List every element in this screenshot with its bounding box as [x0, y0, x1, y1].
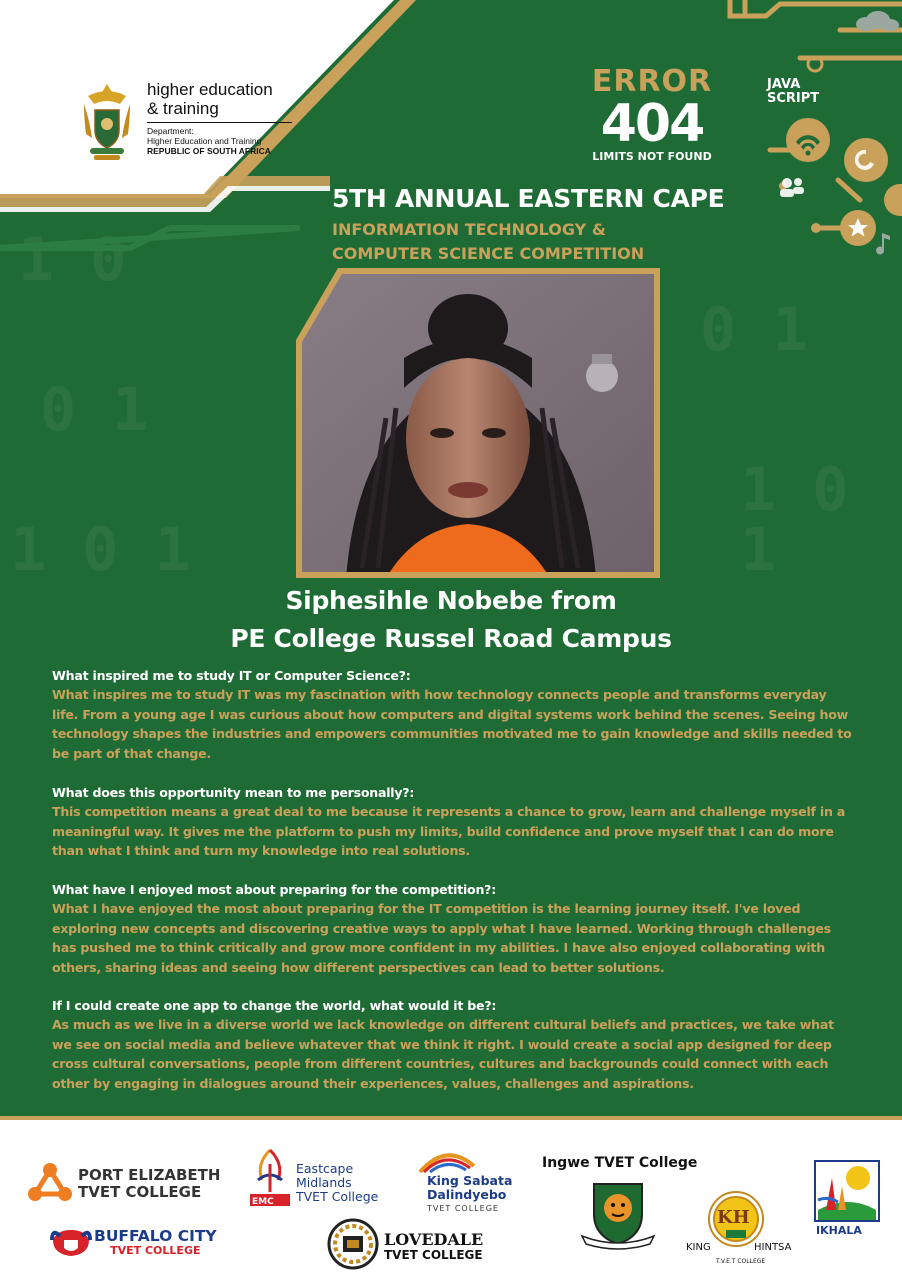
error-word: ERROR — [591, 64, 713, 99]
king-hintsa-right: HINTSA — [754, 1242, 792, 1253]
ksd-name-line: TVET COLLEGE — [427, 1204, 499, 1213]
lovedale-name-line: TVET COLLEGE — [384, 1248, 483, 1262]
competition-subtitle-line: COMPUTER SCIENCE COMPETITION — [332, 244, 645, 263]
competition-subtitle-line: INFORMATION TECHNOLOGY & — [332, 220, 606, 239]
lovedale-logo-icon — [326, 1218, 380, 1270]
answer: What I have enjoyed the most about preparing for the IT competition is the learning journey itself. I've loved exploring new concepts and discovering creative ways to apply what I have learned. Working through challenges has pushed me to think critically and grow more confident in my abilities. I have also enjoyed collaborating with others, sharing ideas and seeing how different perspectives can lead to better solutions. — [52, 901, 831, 975]
student-photo — [286, 268, 660, 578]
department-logo-text — [147, 80, 292, 156]
ingwe-name: Ingwe TVET College — [542, 1155, 698, 1171]
emc-name-line: Eastcape — [296, 1161, 354, 1176]
ksd-logo-icon — [416, 1146, 476, 1176]
lovedale-name-line: LOVEDALE — [384, 1230, 484, 1249]
dept-label: Department: — [147, 126, 194, 136]
binary-decoration: 0 1 — [700, 295, 809, 365]
student-campus: PE College Russel Road Campus — [230, 624, 672, 653]
error-code: 404 — [600, 94, 704, 154]
answer: This competition means a great deal to me because it represents a chance to grow, learn and challenge myself in a meaningful way. It gives me the platform to push my limits, build confidence and prove myself that I can do more than what I think and turn my knowledge into real solutions. — [52, 804, 846, 859]
pe-tvet-name — [78, 1167, 220, 1201]
buffalo-city-name-line: BUFFALO CITY — [94, 1227, 217, 1245]
answer: What inspires me to study IT was my fascination with how technology connects people and transforms everyday life. From a young age I was curious about how computers and digital systems work behind the scenes. Seeing how technology shapes the industries and empowers communities motivated me to gain knowledge and skills needed to be part of that change. — [52, 687, 852, 761]
qa-block — [52, 666, 852, 763]
king-hintsa-sub: T.V.E.T COLLEGE — [716, 1258, 766, 1265]
logo-line: & training — [147, 99, 219, 118]
ikhala-logo-icon — [814, 1160, 880, 1222]
student-name: Siphesihle Nobebe from — [285, 586, 617, 615]
question: What inspired me to study IT or Computer Science?: — [52, 668, 411, 683]
emc-name-line: TVET College — [296, 1189, 379, 1204]
pe-tvet-logo-icon — [28, 1162, 72, 1202]
dept-name: Higher Education and Training — [147, 136, 262, 146]
qa-block — [52, 996, 852, 1093]
ksd-name-line: King Sabata — [427, 1173, 513, 1188]
pe-tvet-name-line: TVET COLLEGE — [78, 1183, 202, 1201]
ingwe-crest-icon — [580, 1180, 656, 1250]
javascript-label — [767, 78, 819, 106]
emc-name — [296, 1162, 378, 1204]
javascript-label-line: SCRIPT — [767, 91, 820, 106]
lovedale-name — [384, 1231, 483, 1262]
binary-decoration: 1 0 — [18, 225, 127, 295]
answer: As much as we live in a diverse world we lack knowledge on different cultural beliefs and practices, we take what we see on social media and believe whatever that we think it right. I would create a social app designed for deep cross cultural conversations, people from different countries, cultures and backgrounds could connect with each other by engaging in dialogues around their experiences, values, challenges and aspirations. — [52, 1017, 834, 1091]
buffalo-city-name-line: TVET COLLEGE — [110, 1244, 201, 1257]
javascript-label-line: JAVA — [767, 77, 801, 92]
king-hintsa-left: KING — [686, 1242, 711, 1253]
ksd-name-line: Dalindyebo — [427, 1187, 507, 1202]
pe-tvet-name-line: PORT ELIZABETH — [78, 1166, 221, 1184]
binary-decoration: 0 1 — [40, 375, 149, 445]
binary-decoration: 1 0 1 — [740, 455, 849, 585]
footer-divider — [0, 1116, 902, 1120]
error-404-graphic — [582, 66, 722, 164]
ikhala-name: IKHALA — [816, 1224, 862, 1237]
king-hintsa-monogram: KH — [717, 1207, 750, 1228]
question: If I could create one app to change the world, what would it be?: — [52, 998, 497, 1013]
emc-badge: EMC — [252, 1197, 274, 1207]
emc-name-line: Midlands — [296, 1175, 352, 1190]
buffalo-city-name — [94, 1228, 217, 1257]
competition-title: 5TH ANNUAL EASTERN CAPE — [332, 184, 725, 213]
qa-block — [52, 783, 852, 861]
question: What have I enjoyed most about preparing for the competition?: — [52, 882, 497, 897]
logo-divider — [147, 122, 292, 123]
dept-country: REPUBLIC OF SOUTH AFRICA — [147, 146, 271, 156]
ksd-name — [427, 1174, 512, 1216]
coat-of-arms-icon — [78, 82, 136, 162]
binary-decoration: 1 0 1 — [10, 515, 191, 585]
logo-line: higher education — [147, 80, 273, 99]
question: What does this opportunity mean to me personally?: — [52, 785, 415, 800]
qa-block — [52, 880, 852, 977]
buffalo-city-logo-icon — [50, 1226, 92, 1258]
competition-subtitle — [332, 218, 644, 266]
error-subtitle: LIMITS NOT FOUND — [592, 150, 712, 163]
